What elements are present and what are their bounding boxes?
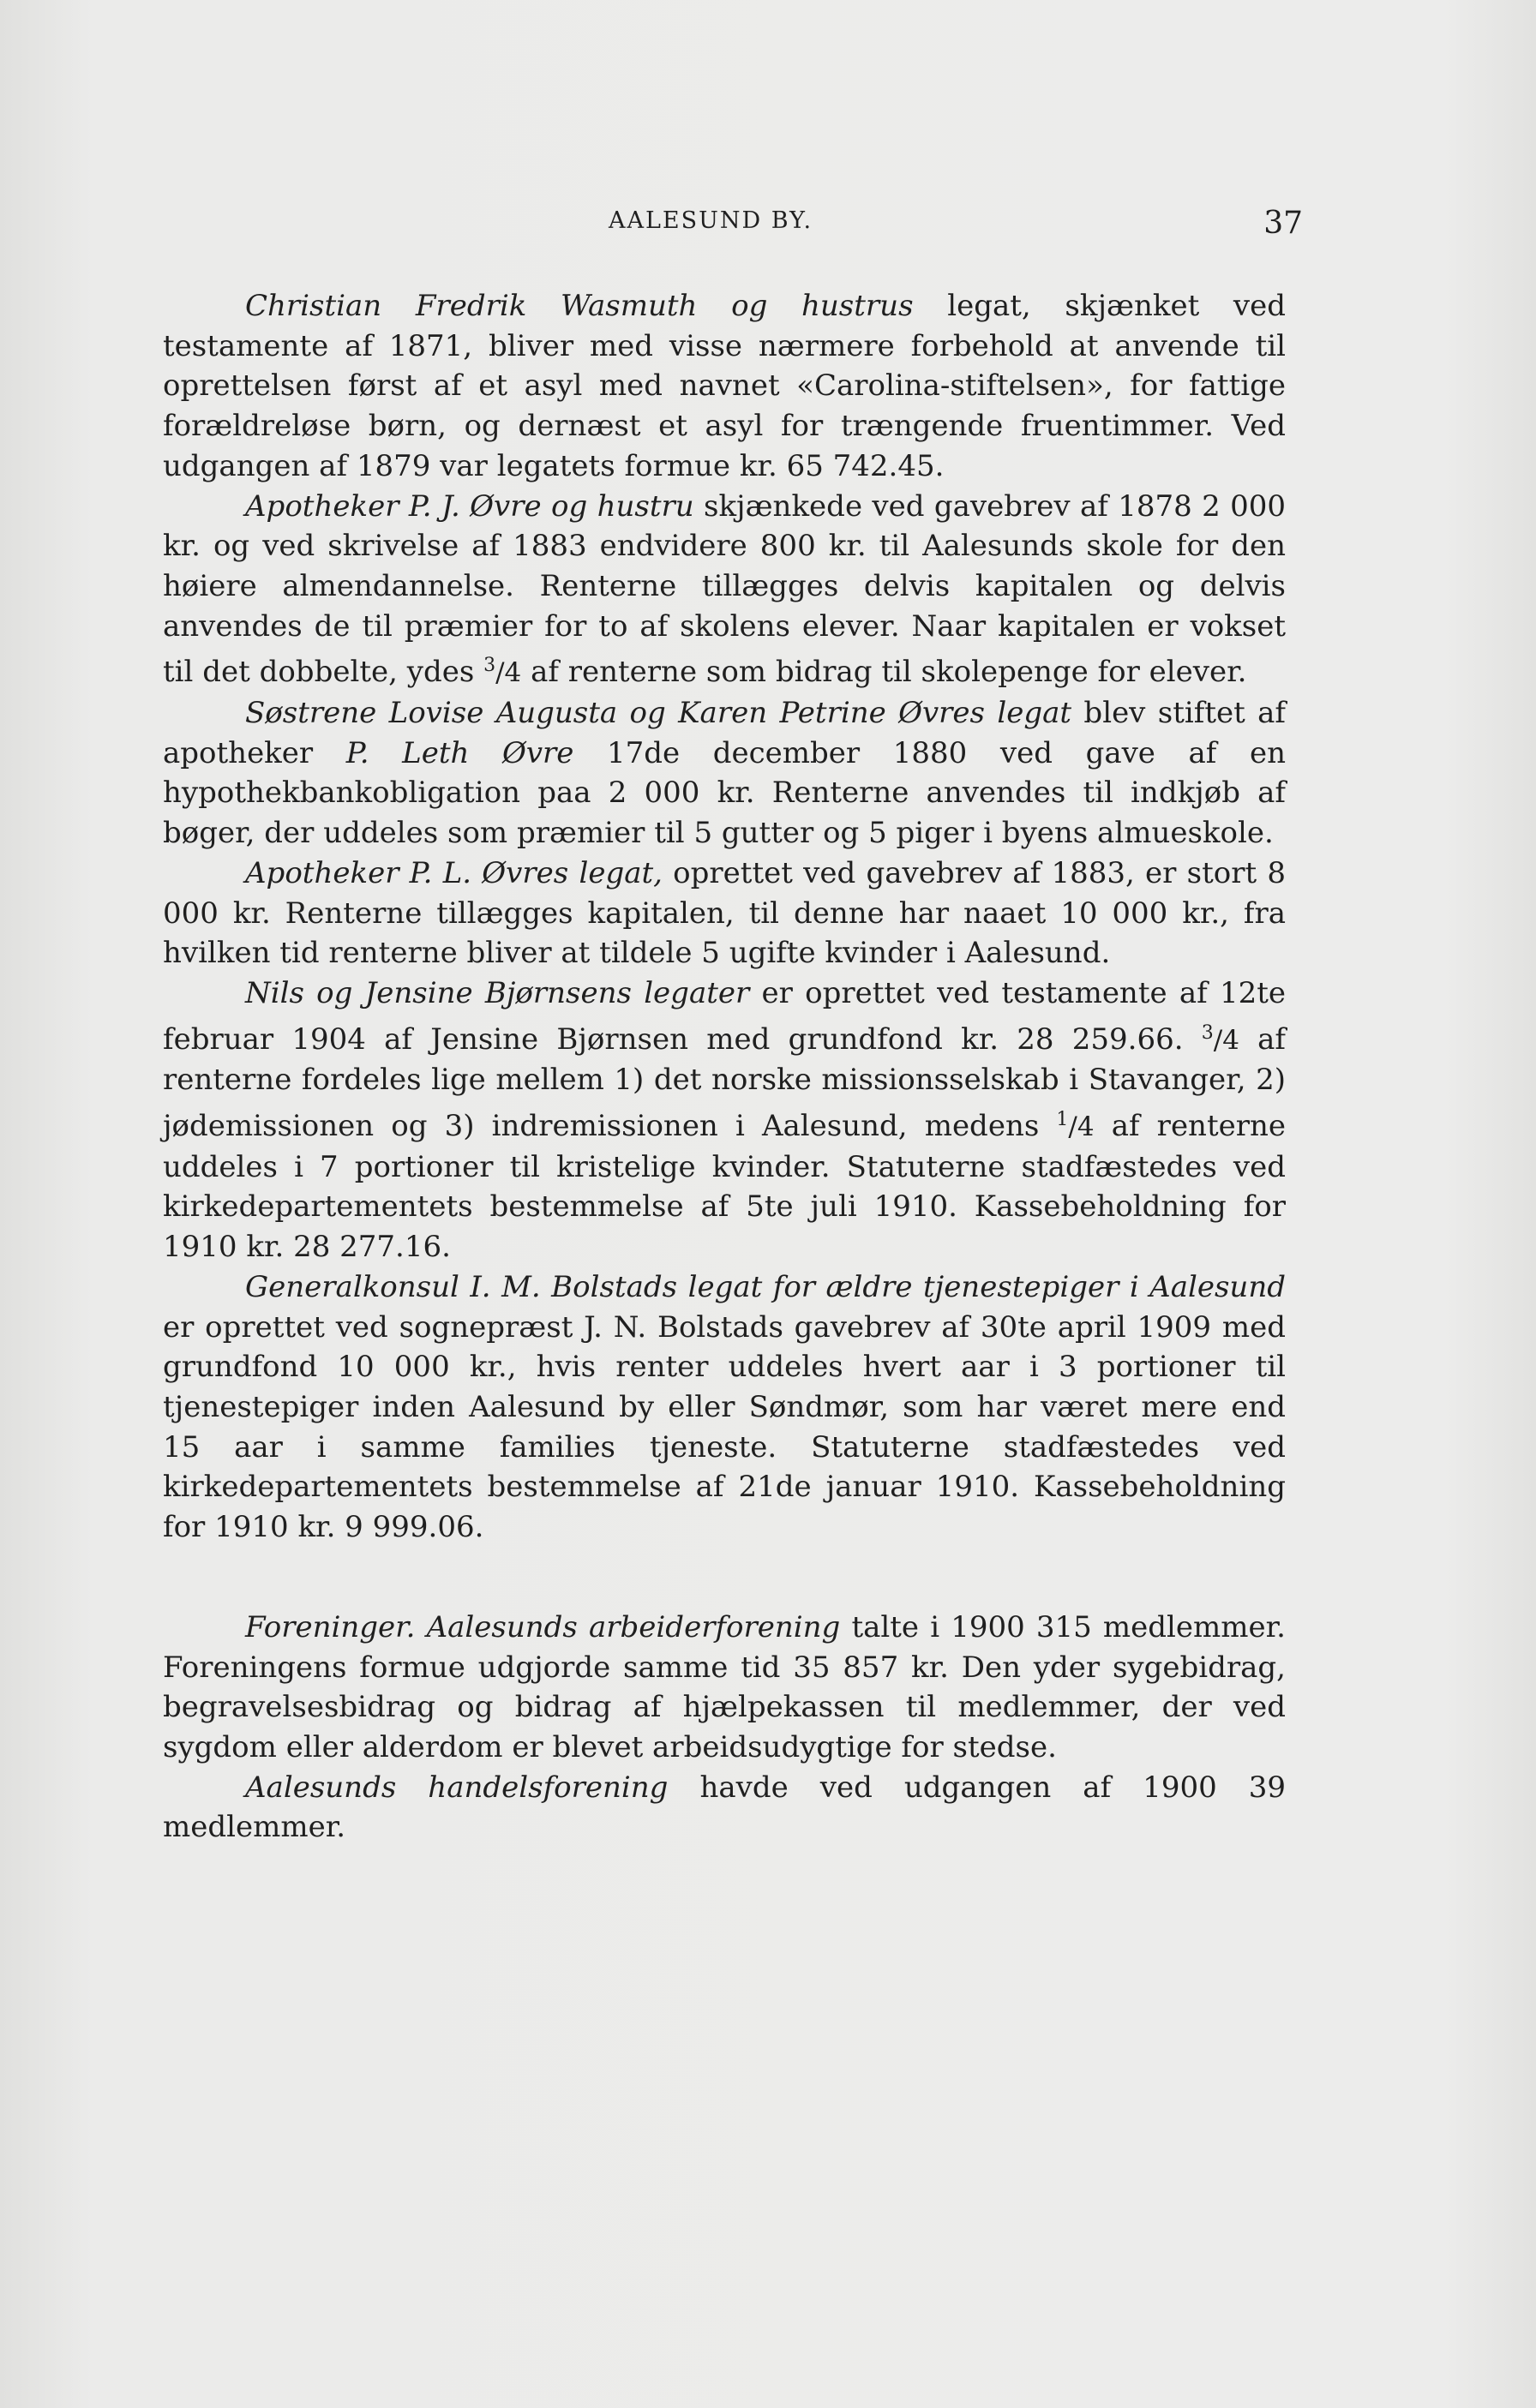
- running-title: AALESUND BY.: [609, 207, 813, 234]
- fraction: [1056, 1111, 1094, 1142]
- page-number: 37: [1263, 206, 1303, 241]
- paragraph-text: blev stiftet af apotheker: [163, 696, 1286, 770]
- paragraph-sostrene-ovres-legat: [163, 693, 1286, 854]
- legat-name: Apotheker P. J. Øvre og hustru: [245, 488, 694, 524]
- paragraph-handelsforening: [163, 1768, 1286, 1848]
- body-text: [163, 286, 1286, 1848]
- paragraph-bolstads-legat: [163, 1267, 1286, 1548]
- legat-name: Søstrene Lovise Augusta og Karen Petrine Øvres legat: [245, 696, 1072, 731]
- fraction-numerator: 3: [1201, 1021, 1214, 1044]
- paragraph-text: skjænkede ved gavebrev af 1878 2 000 kr. og ved skrivelse af 1883 endvidere 800 kr. til Aalesunds skole for den høiere almendannelse. Renterne tillægges delvis kapitalen og delvis anvendes de til præmier for to af skolens elever. Naar kapitalen er vokset til det dobbelte, ydes: [163, 488, 1286, 690]
- paragraph-text: af renterne fordeles lige mellem 1) det norske missionsselskab i Stavanger, 2) jødemissionen og 3) indremissionen i Aalesund, medens: [163, 1021, 1286, 1144]
- paragraph-text: oprettet ved gavebrev af 1883, er stort 8 000 kr. Renterne tillægges kapitalen, til denne har naaet 10 000 kr., fra hvilken tid renterne bliver at tildele 5 ugifte kvinder i Aalesund.: [163, 855, 1286, 971]
- paragraph-text: talte i 1900 315 medlemmer. Foreningens formue udgjorde samme tid 35 857 kr. Den yder sygebidrag, begravelsesbidrag og bidrag af hjælpekassen til medlemmer, der ved sygdom eller alderdom er blevet arbeidsudygtige for stedse.: [163, 1609, 1286, 1764]
- fraction-denominator: /4: [1068, 1111, 1095, 1143]
- paragraph-ovre-hustru: [163, 487, 1286, 694]
- fraction-denominator: /4: [495, 657, 522, 689]
- paragraph-text: er oprettet ved sognepræst J. N. Bolstads gavebrev af 30te april 1909 med grundfond 10 000 kr., hvis renter uddeles hvert aar i 3 portioner til tjenestepiger inden Aalesund by eller Søndmør, som har været mere end 15 aar i samme families tjeneste. Statuterne stadfæstedes ved kirkedepartementets bestemmelse af 21de januar 1910. Kassebeholdning for 1910 kr. 9 999.06.: [163, 1309, 1286, 1545]
- fraction: [483, 657, 521, 688]
- paragraph-pl-ovres-legat: [163, 854, 1286, 973]
- paragraph-bjornsens-legater: [163, 973, 1286, 1267]
- legat-name: Christian Fredrik Wasmuth og hustrus: [245, 289, 914, 323]
- legat-name: Generalkonsul I. M. Bolstads legat for ældre tjenestepiger i Aalesund: [245, 1269, 1286, 1304]
- page-header: [163, 207, 1303, 250]
- paragraph-text: havde ved udgangen af 1900 39 medlemmer.: [163, 1770, 1287, 1845]
- legat-name: Nils og Jensine Bjørnsens legater: [245, 975, 750, 1010]
- fraction-denominator: /4: [1213, 1024, 1239, 1056]
- paragraph-arbeiderforening: [163, 1608, 1286, 1768]
- paragraph-text: legat, skjænket ved testamente af 1871, bliver med visse nærmere forbehold at anvende til oprettelsen først af et asyl med navnet «Carolina-stiftelsen», for fattige forældreløse børn, og dernæst et asyl for trængende fruentimmer. Ved udgangen af 1879 var legatets formue kr. 65 742.45.: [163, 289, 1287, 483]
- paragraph-text: er oprettet ved testamente af 12te februar 1904 af Jensine Bjørnsen med grundfond kr. 28 259.66.: [163, 975, 1286, 1057]
- section-heading: Foreninger. Aalesunds arbeiderforening: [245, 1609, 841, 1644]
- legat-name: Apotheker P. L. Øvres legat,: [245, 855, 663, 890]
- paragraph-text: af renterne uddeles i 7 portioner til kristelige kvinder. Statuterne stadfæstedes ved kirkedepartementets bestemmelse af 5te juli 1910. Kassebeholdning for 1910 kr. 28 277.16.: [163, 1109, 1287, 1265]
- paragraph-wasmuth-legat: [163, 286, 1286, 487]
- founder-name: P. Leth Øvre: [345, 735, 574, 770]
- fraction-numerator: 1: [1056, 1109, 1069, 1131]
- paragraph-text: af renterne som bidrag til skolepenge for elever.: [521, 655, 1247, 690]
- paragraph-text: 17de december 1880 ved gave af en hypothekbankobligation paa 2 000 kr. Renterne anvendes til indkjøb af bøger, der uddeles som præmier til 5 gutter og 5 piger i byens almueskole.: [163, 735, 1286, 851]
- fraction-numerator: 3: [483, 655, 496, 677]
- fraction: [1201, 1021, 1239, 1056]
- association-name: Aalesunds handelsforening: [245, 1770, 669, 1805]
